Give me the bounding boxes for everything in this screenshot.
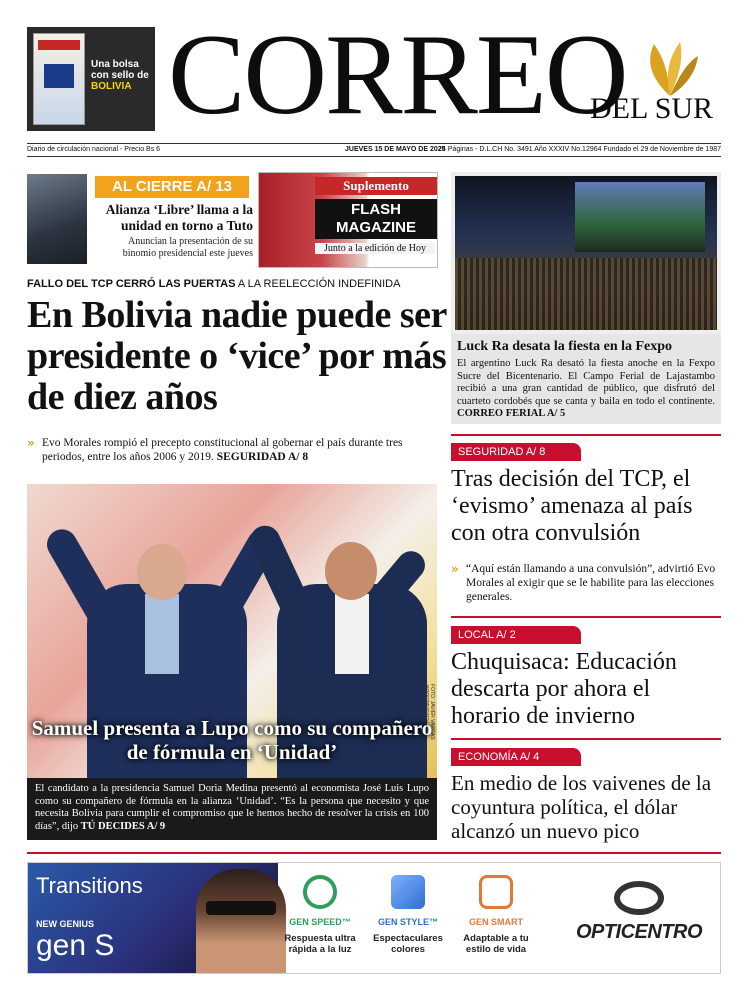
promo-text: Una bolsa con sello de BOLIVIA bbox=[91, 59, 149, 92]
seguridad-tag[interactable]: SEGURIDAD A/ 8 bbox=[451, 443, 581, 461]
ad-brand: Transitions bbox=[36, 873, 143, 898]
local-tag[interactable]: LOCAL A/ 2 bbox=[451, 626, 581, 644]
suplemento-note: Junto a la edición de Hoy bbox=[315, 243, 435, 254]
feature-desc: Adaptable a tu estilo de vida bbox=[463, 933, 529, 955]
feature-desc: Espectaculares colores bbox=[373, 933, 443, 955]
seguridad-dek: » “Aquí están llamando a una convulsión”, advirtió Evo Morales al exigir que se le habilite para las elecciones generales. bbox=[451, 562, 716, 603]
opticentro-logo bbox=[564, 881, 714, 944]
fexpo-headline: Luck Ra desata la fiesta en la Fexpo bbox=[457, 339, 673, 354]
chevron-right-icon: » bbox=[451, 562, 459, 576]
feature-name: GEN STYLE™ bbox=[377, 917, 438, 927]
info-issue: 24 Páginas - D.L.CH No. 3491 Año XXXIV No.12964 Fundado el 29 de Noviembre de 1987 bbox=[438, 146, 721, 153]
photo-story-body: El candidato a la presidencia Samuel Doria Medina presentó al economista José Luis Lupo como su compañero de fórmula en la alianza ‘Unidad’. “Es la persona que necesito y que necesita Bolivia para cumplir el compromiso que le hemos hecho de resolver la crisis en 100 días”, dijo TÚ DECIDES A/ 9 bbox=[27, 778, 437, 840]
info-price: Diario de circulación nacional - Precio Bs 6 bbox=[27, 146, 161, 153]
photo-caption: Samuel presenta a Lupo como su compañero de fórmula en ‘Unidad’ bbox=[31, 716, 433, 764]
ad-model-photo bbox=[196, 869, 286, 974]
feature-smart bbox=[456, 875, 536, 955]
fexpo-story[interactable] bbox=[451, 334, 721, 424]
sunglasses-icon bbox=[206, 901, 276, 915]
bag-image bbox=[33, 33, 85, 125]
chevron-right-icon: » bbox=[27, 436, 35, 450]
cierre-photo bbox=[27, 174, 87, 264]
ad-tagline: NEW GENIUS bbox=[36, 919, 95, 929]
feature-style bbox=[368, 875, 448, 955]
eye-icon bbox=[479, 875, 513, 909]
masthead-subtitle: DEL SUR bbox=[590, 92, 714, 125]
info-date: JUEVES 15 DE MAYO DE 2025 bbox=[345, 146, 446, 153]
feature-name: GEN SPEED™ bbox=[289, 917, 351, 927]
lens-style-icon bbox=[391, 875, 425, 909]
main-dek-ref: SEGURIDAD A/ 8 bbox=[216, 451, 309, 463]
main-kicker: FALLO DEL TCP CERRÓ LAS PUERTAS A LA REELECCIÓN INDEFINIDA bbox=[27, 278, 401, 290]
feature-desc: Respuesta ultra rápida a la luz bbox=[284, 933, 356, 955]
opticentro-ring-icon bbox=[614, 881, 664, 915]
photo-credit: FOTO: JAVIER VARGAS @PORTAVOZCV bbox=[423, 684, 435, 740]
footer-rule bbox=[27, 852, 721, 854]
main-photo[interactable] bbox=[27, 484, 437, 778]
feature-speed bbox=[280, 875, 360, 955]
suplemento-label: Suplemento bbox=[315, 177, 437, 195]
section-rule bbox=[451, 434, 721, 436]
fexpo-photo bbox=[451, 172, 721, 334]
economia-headline[interactable]: En medio de los vaivenes de la coyuntura política, el dólar alcanzó un nuevo pico bbox=[451, 771, 712, 843]
cierre-badge: AL CIERRE A/ 13 bbox=[95, 176, 249, 198]
suplemento-title: FLASH MAGAZINE bbox=[315, 199, 437, 239]
local-headline[interactable]: Chuquisaca: Educación descarta por ahora el horario de invierno bbox=[451, 649, 677, 729]
opticentro-text: OPTICENTRO bbox=[575, 921, 703, 943]
promo-bag-ad[interactable] bbox=[27, 27, 155, 131]
cierre-headline: Alianza ‘Libre’ llama a la unidad en torno a Tuto bbox=[105, 202, 253, 233]
cierre-teaser[interactable] bbox=[27, 172, 253, 268]
ad-product: gen S bbox=[36, 929, 115, 962]
suplemento-teaser[interactable] bbox=[258, 172, 438, 268]
main-headline[interactable]: En Bolivia nadie puede ser presidente o ‘vice’ por más de diez años bbox=[27, 294, 447, 418]
economia-tag[interactable]: ECONOMÍA A/ 4 bbox=[451, 748, 581, 766]
person-left-head bbox=[137, 544, 187, 600]
section-rule bbox=[451, 616, 721, 618]
transitions-ad[interactable] bbox=[27, 862, 721, 974]
main-dek: » Evo Morales rompió el precepto constitucional al gobernar el país durante tres periodos, entre los años 2006 y 2019. SEGURIDAD A/ 8 bbox=[27, 436, 403, 463]
masthead-title: CORREO bbox=[168, 11, 627, 139]
seguridad-headline[interactable]: Tras decisión del TCP, el ‘evismo’ amenaza al país con otra convulsión bbox=[451, 466, 693, 546]
fexpo-body: El argentino Luck Ra desató la fiesta anoche en la Fexpo Sucre del Bicentenario. El Campo Ferial de Lajastambo recibió a una gran cantidad de público, que disfrutó del cuarteto cordobés que se canta y baila en todo el continente. CORREO FERIAL A/ 5 bbox=[457, 358, 715, 419]
person-right-head bbox=[325, 542, 377, 600]
photo-story-ref: TÚ DECIDES A/ 9 bbox=[80, 820, 166, 832]
feature-name: GEN SMART bbox=[469, 917, 523, 927]
lens-speed-icon bbox=[303, 875, 337, 909]
leaf-logo-icon bbox=[640, 38, 700, 98]
info-bar bbox=[27, 143, 721, 157]
fexpo-ref: CORREO FERIAL A/ 5 bbox=[457, 408, 566, 419]
cierre-dek: Anuncian la presentación de su binomio presidencial este jueves bbox=[122, 236, 253, 259]
section-rule bbox=[451, 738, 721, 740]
